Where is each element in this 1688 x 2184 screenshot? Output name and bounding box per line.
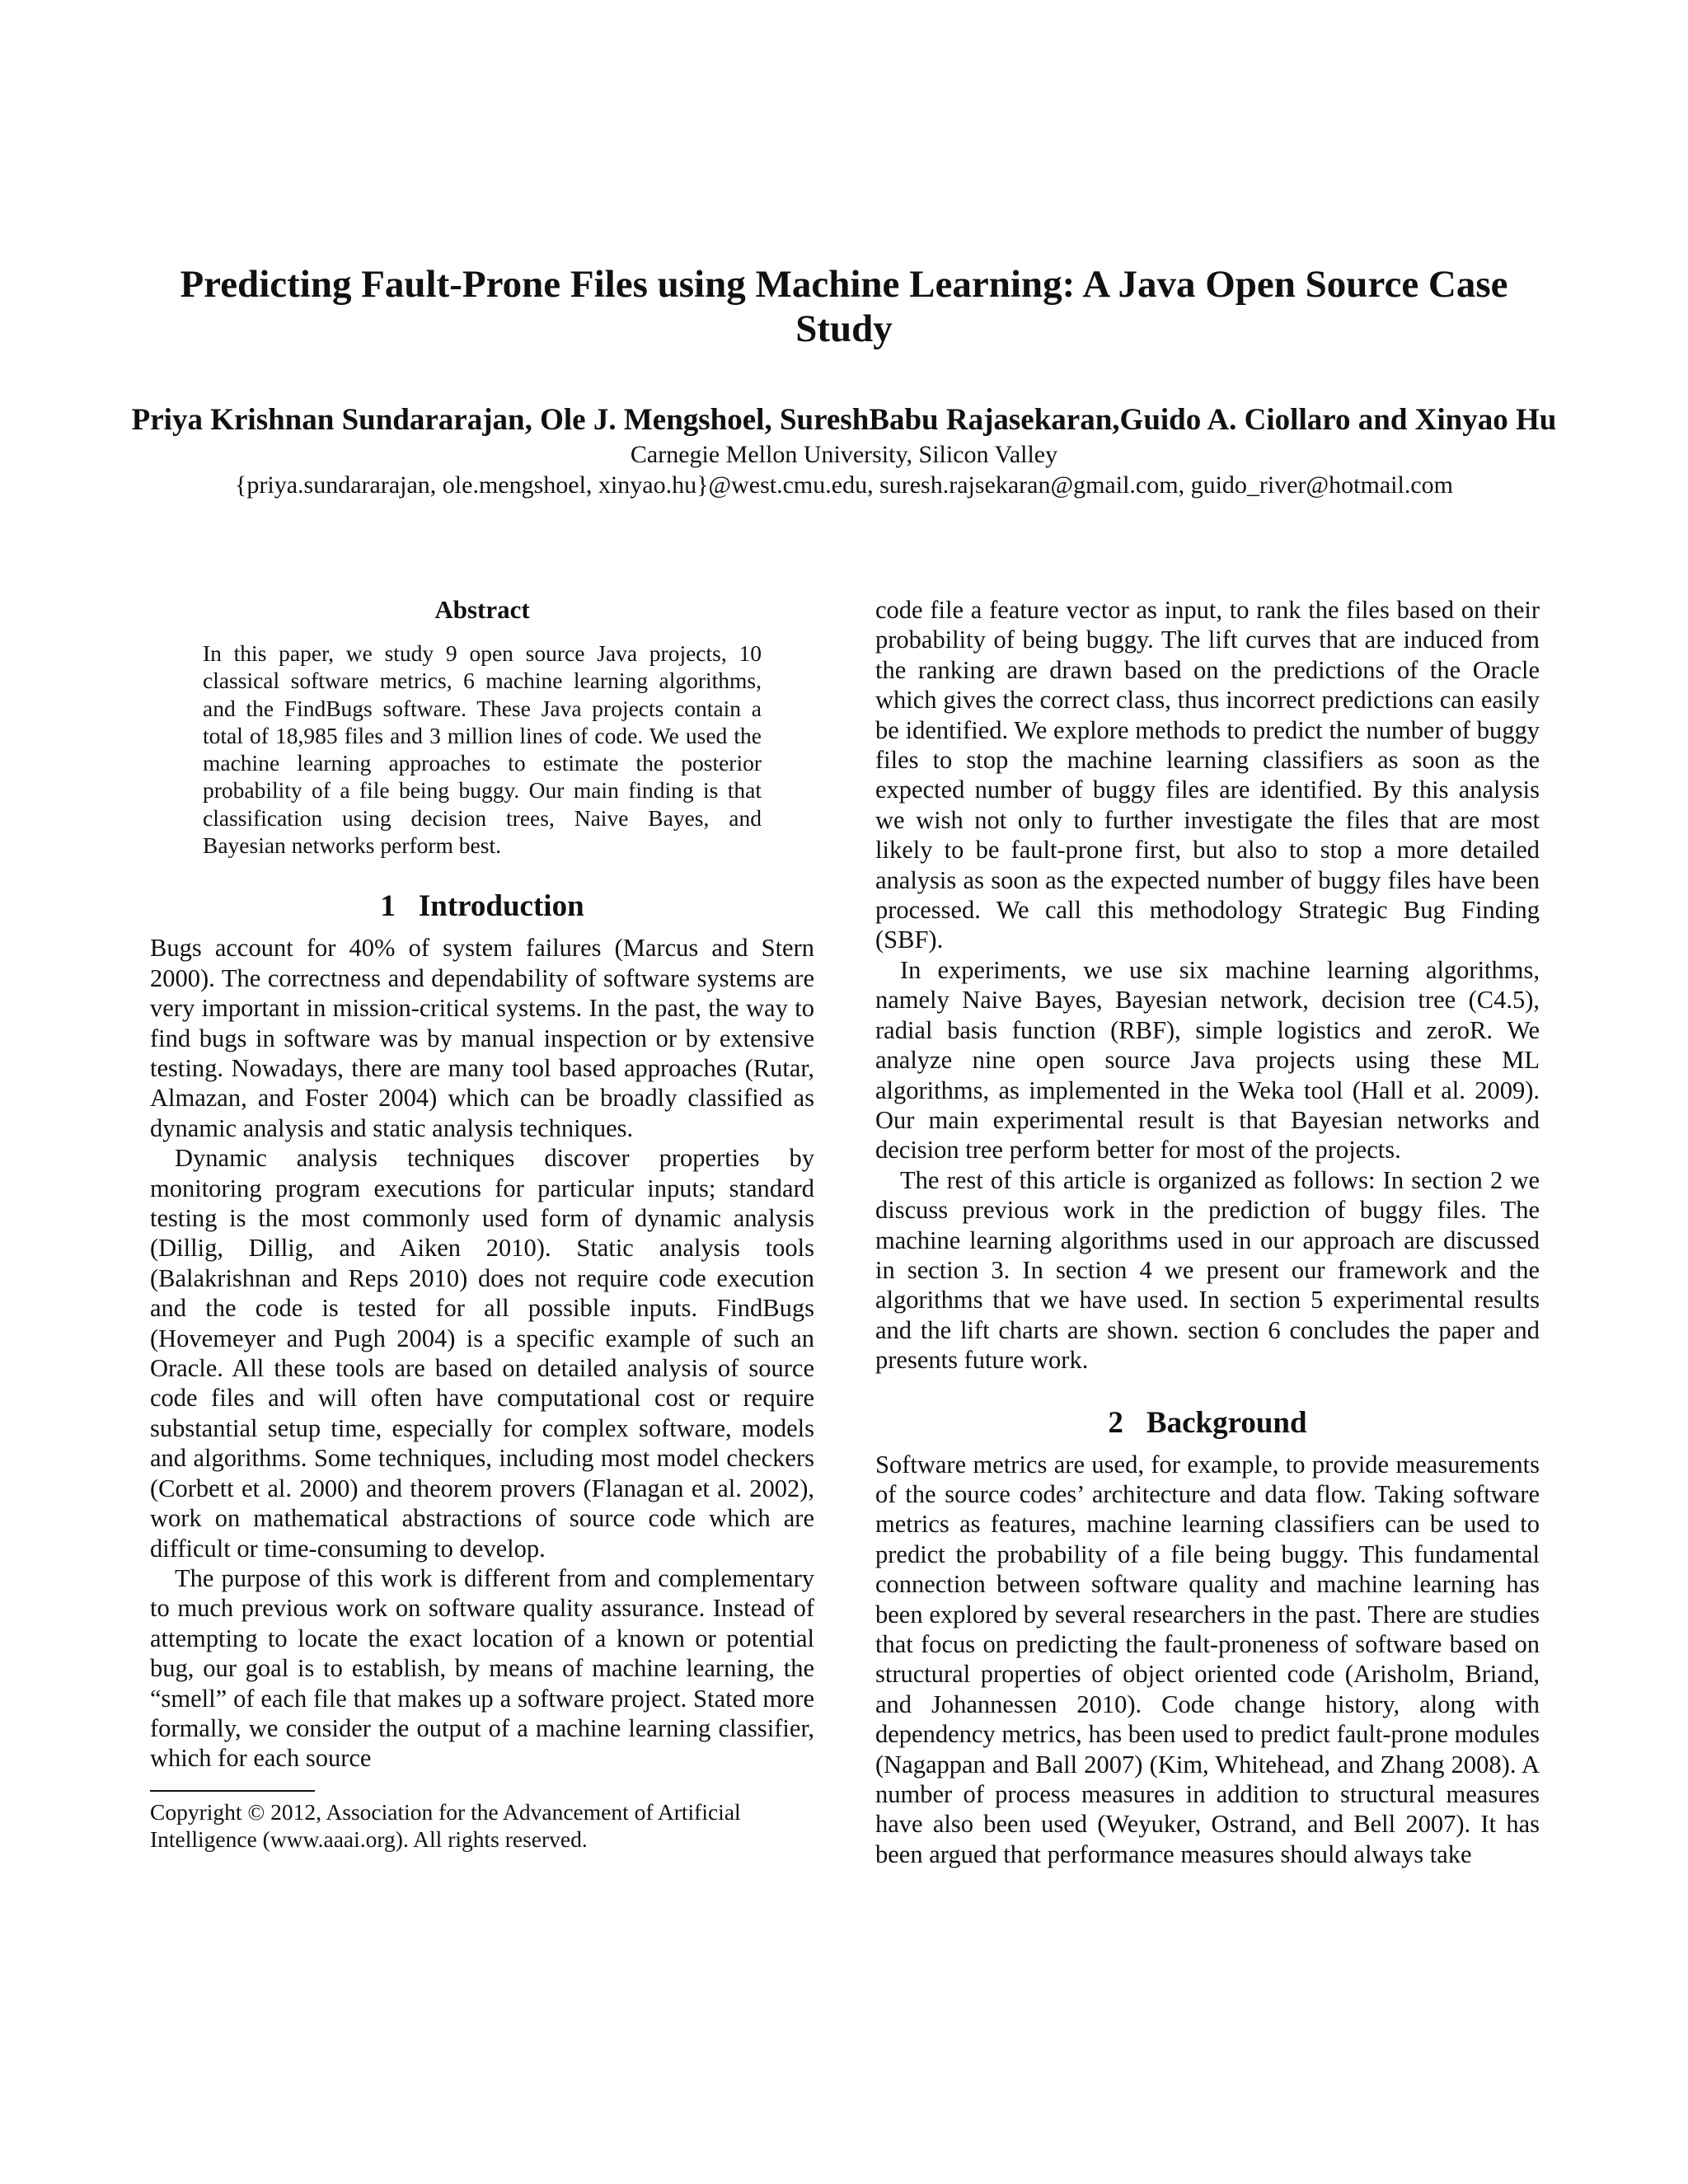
abstract-text: In this paper, we study 9 open source Java projects, 10 classical software metrics, 6 machine learning algorithms, and the FindBugs software. These Java projects contain a total of 18,985 files and 3 million lines of code. We used the machine learning approaches to estimate the posterior probability of a file being buggy. Our main finding is that classification using decision trees, Naive Bayes, and Bayesian networks perform best. bbox=[203, 640, 762, 859]
affiliation: Carnegie Mellon University, Silicon Valley bbox=[630, 441, 1058, 468]
paragraph: Dynamic analysis techniques discover properties by monitoring program executions for particular inputs; standard testing is the most commonly used form of dynamic analysis (Dillig, Dillig, and Aiken 2010). Static analysis tools (Balakrishnan and Reps 2010) does not require code execution and the code is tested for all possible inputs. FindBugs (Hovemeyer and Pugh 2004) is a specific example of such an Oracle. All these tools are based on detailed analysis of source code files and will often have computational cost or require substantial setup time, especially for complex software, models and algorithms. Some techniques, including most model checkers (Corbett et al. 2000) and theorem provers (Flanagan et al. 2002), work on mathematical abstractions of source code which are difficult or time-consuming to develop. bbox=[150, 1144, 814, 1563]
copyright-notice: Copyright © 2012, Association for the Advancement of Artificial Intelligence (www.aaai.org). All rights reserved. bbox=[150, 1798, 741, 1852]
paragraph: Software metrics are used, for example, to provide measurements of the source codes’ architecture and data flow. Taking software metrics as features, machine learning classifiers can be used to predict the probability of a file being buggy. This fundamental connection between software quality and machine learning has been explored by several researchers in the past. There are studies that focus on predicting the fault-proneness of software based on structural properties of object oriented code (Arisholm, Briand, and Johannessen 2010). Code change history, along with dependency metrics, has been used to predict fault-prone modules (Nagappan and Ball 2007) (Kim, Whitehead, and Zhang 2008). A number of process measures in addition to structural measures have also been used (Weyuker, Ostrand, and Bell 2007). It has been argued that performance measures should always take bbox=[875, 1450, 1540, 1868]
author-emails: {priya.sundararajan, ole.mengshoel, xinyao.hu}@west.cmu.edu, suresh.rajsekaran@gmail.com, guido_river@hotmail.com bbox=[235, 471, 1453, 499]
section-heading-background bbox=[875, 1405, 1540, 1441]
paragraph: Bugs account for 40% of system failures (Marcus and Stern 2000). The correctness and dependability of software systems are very important in mission-critical systems. In the past, the way to find bugs in software was by manual inspection or by extensive testing. Nowadays, there are many tool based approaches (Rutar, Almazan, and Foster 2004) which can be broadly classified as dynamic analysis and static analysis techniques. bbox=[150, 934, 814, 1142]
paragraph: The purpose of this work is different from and complementary to much previous work on software quality assurance. Instead of attempting to locate the exact location of a known or potential bug, our goal is to establish, by means of machine learning, the “smell” of each file that makes up a software project. Stated more formally, we consider the output of a machine learning classifier, which for each source bbox=[150, 1563, 814, 1773]
section-title: Background bbox=[1146, 1405, 1307, 1440]
section-title: Introduction bbox=[418, 889, 584, 924]
left-column bbox=[150, 595, 814, 1853]
section-number: 2 bbox=[1108, 1405, 1123, 1440]
section-number: 1 bbox=[380, 889, 396, 924]
paragraph: In experiments, we use six machine learning algorithms, namely Naive Bayes, Bayesian network, decision tree (C4.5), radial basis function (RBF), simple logistics and zeroR. We analyze nine open source Java projects using these ML algorithms, as implemented in the Weka tool (Hall et al. 2009). Our main experimental result is that Bayesian networks and decision tree perform better for most of the projects. bbox=[875, 955, 1540, 1165]
paragraph: The rest of this article is organized as follows: In section 2 we discuss previous work in the prediction of buggy files. The machine learning algorithms used in our approach are discussed in section 3. In section 4 we present our framework and the algorithms that we have used. In section 5 experimental results and the lift charts are shown. section 6 concludes the paper and presents future work. bbox=[875, 1165, 1540, 1375]
abstract-heading: Abstract bbox=[434, 595, 530, 624]
right-column bbox=[875, 595, 1540, 1869]
author-list: Priya Krishnan Sundararajan, Ole J. Mengshoel, SureshBabu Rajasekaran,Guido A. Ciollaro and Xinyao Hu bbox=[131, 403, 1557, 437]
paragraph: code file a feature vector as input, to rank the files based on their probability of being buggy. The lift curves that are induced from the ranking are drawn based on the predictions of the Oracle which gives the correct class, thus incorrect predictions can easily be identified. We explore methods to predict the number of buggy files to stop the machine learning classifiers as soon as the expected number of buggy files are identified. By this analysis we wish not only to further investigate the files that are most likely to be fault-prone first, but also to stop a more detailed analysis as soon as the expected number of buggy files have been processed. We call this methodology Strategic Bug Finding (SBF). bbox=[875, 596, 1540, 954]
abstract bbox=[150, 595, 814, 859]
paper-title: Predicting Fault-Prone Files using Machine Learning: A Java Open Source Case Study bbox=[180, 263, 1508, 350]
footnote-rule bbox=[150, 1790, 315, 1792]
section-heading-introduction bbox=[150, 888, 814, 925]
